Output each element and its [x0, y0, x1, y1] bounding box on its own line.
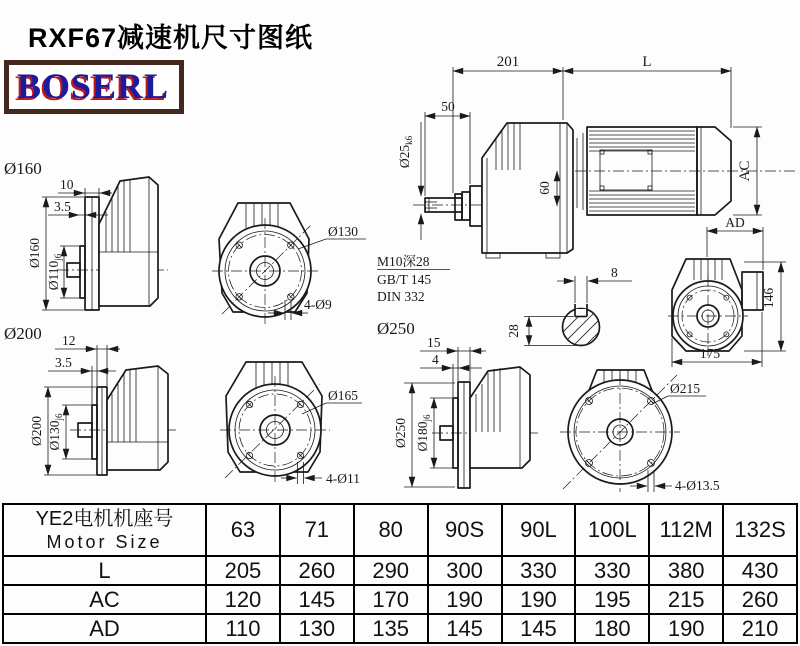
view-flange200-front [220, 362, 362, 486]
view-flange200-side [4, 324, 176, 475]
dim-flange250-spigot-dia: $Ø180_{j6}$ [415, 414, 432, 452]
col-header: 90L [502, 504, 576, 556]
dim-flange160-bolt-circle: Ø130 [328, 224, 358, 239]
dim-motor-length: L [642, 54, 652, 70]
dim-shaft-dia: $Ø25_{k6}$ [397, 135, 414, 169]
dim-key-width: 8 [611, 265, 618, 280]
table-row-AC [3, 585, 797, 614]
dim-motor-od: AC [737, 160, 753, 182]
col-header: 80 [354, 504, 428, 556]
cell: 380 [649, 556, 723, 585]
cell: 330 [575, 556, 649, 585]
cell: 430 [723, 556, 797, 585]
dim-motor-height: 146 [761, 287, 776, 309]
cell: 205 [206, 556, 280, 585]
cell: 290 [354, 556, 428, 585]
table-row-AD [3, 614, 797, 643]
cell: 330 [502, 556, 576, 585]
dim-key-height: 28 [506, 324, 521, 338]
dim-flange160-thickness: 10 [60, 177, 74, 192]
view-shaft-key-section [506, 265, 632, 364]
dim-flange200-spigot-dia: $Ø130_{j6}$ [47, 413, 64, 451]
cell: 145 [502, 614, 576, 643]
dim-gear-length: 201 [496, 54, 520, 70]
label-flange160: Ø160 [4, 159, 42, 178]
row-label: L [3, 556, 206, 585]
dim-flange250-thickness: 15 [427, 335, 441, 350]
label-flange200: Ø200 [4, 324, 42, 343]
dim-flange250-od: Ø250 [393, 418, 408, 448]
dim-shaft-length: 50 [441, 99, 455, 114]
cell: 130 [280, 614, 354, 643]
cell: 195 [575, 585, 649, 614]
cell: 170 [354, 585, 428, 614]
col-header: 112M [649, 504, 723, 556]
thread-note-line3: DIN 332 [377, 289, 425, 304]
dim-flange250-bolt-circle: Ø215 [670, 381, 700, 396]
cell: 260 [280, 556, 354, 585]
row-label: AD [3, 614, 206, 643]
view-flange250-side [377, 319, 540, 488]
cell: 190 [649, 614, 723, 643]
col-header: 132S [723, 504, 797, 556]
header-motor-size-en: Motor Size [46, 532, 163, 552]
dim-motor-width: 175 [699, 346, 721, 361]
cell: 300 [428, 556, 502, 585]
view-flange160-side [4, 159, 168, 310]
thread-note-line1: M10深28 [377, 254, 430, 269]
cell: 260 [723, 585, 797, 614]
cell: 190 [428, 585, 502, 614]
col-header: 63 [206, 504, 280, 556]
cell: 190 [502, 585, 576, 614]
col-header: 100L [575, 504, 649, 556]
label-flange250: Ø250 [377, 319, 415, 338]
cell: 135 [354, 614, 428, 643]
dim-flange200-thickness: 12 [62, 333, 76, 348]
dim-flange200-spigot-protrusion: 3.5 [55, 355, 72, 370]
dim-flange160-spigot-protrusion: 3.5 [54, 199, 71, 214]
dim-axis-offset: 60 [537, 181, 552, 195]
col-header: 71 [280, 504, 354, 556]
thread-note-line2: GB/T 145 [377, 272, 432, 287]
header-motor-size [3, 504, 206, 556]
header-motor-size-cn: YE2电机机座号 [35, 508, 174, 530]
dim-flange250-holes: 4-Ø13.5 [675, 478, 720, 493]
shaft-thread-note [377, 254, 450, 304]
cell: 120 [206, 585, 280, 614]
view-flange250-front [560, 370, 720, 493]
dimension-table [2, 503, 798, 644]
dim-flange200-bolt-circle: Ø165 [328, 388, 358, 403]
row-label: AC [3, 585, 206, 614]
cell: 110 [206, 614, 280, 643]
cell: 215 [649, 585, 723, 614]
dim-motor-ad: AD [725, 215, 745, 230]
cell: 210 [723, 614, 797, 643]
view-motor-end [668, 215, 786, 367]
cell: 145 [280, 585, 354, 614]
dim-flange160-holes: 4-Ø9 [304, 297, 332, 312]
dim-flange160-spigot-dia: $Ø110_{j6}$ [46, 253, 63, 291]
page-title: RXF67减速机尺寸图纸 [28, 23, 314, 53]
dim-flange200-od: Ø200 [29, 416, 44, 446]
table-row-L [3, 556, 797, 585]
dim-flange160-od: Ø160 [27, 238, 42, 268]
brand-logo-text: BOSERL [17, 66, 170, 106]
dim-flange200-holes: 4-Ø11 [326, 471, 360, 486]
table-header-row [3, 504, 797, 556]
dim-flange250-spigot-protrusion: 4 [432, 352, 439, 367]
cell: 180 [575, 614, 649, 643]
cell: 145 [428, 614, 502, 643]
col-header: 90S [428, 504, 502, 556]
view-flange160-front [212, 203, 366, 324]
